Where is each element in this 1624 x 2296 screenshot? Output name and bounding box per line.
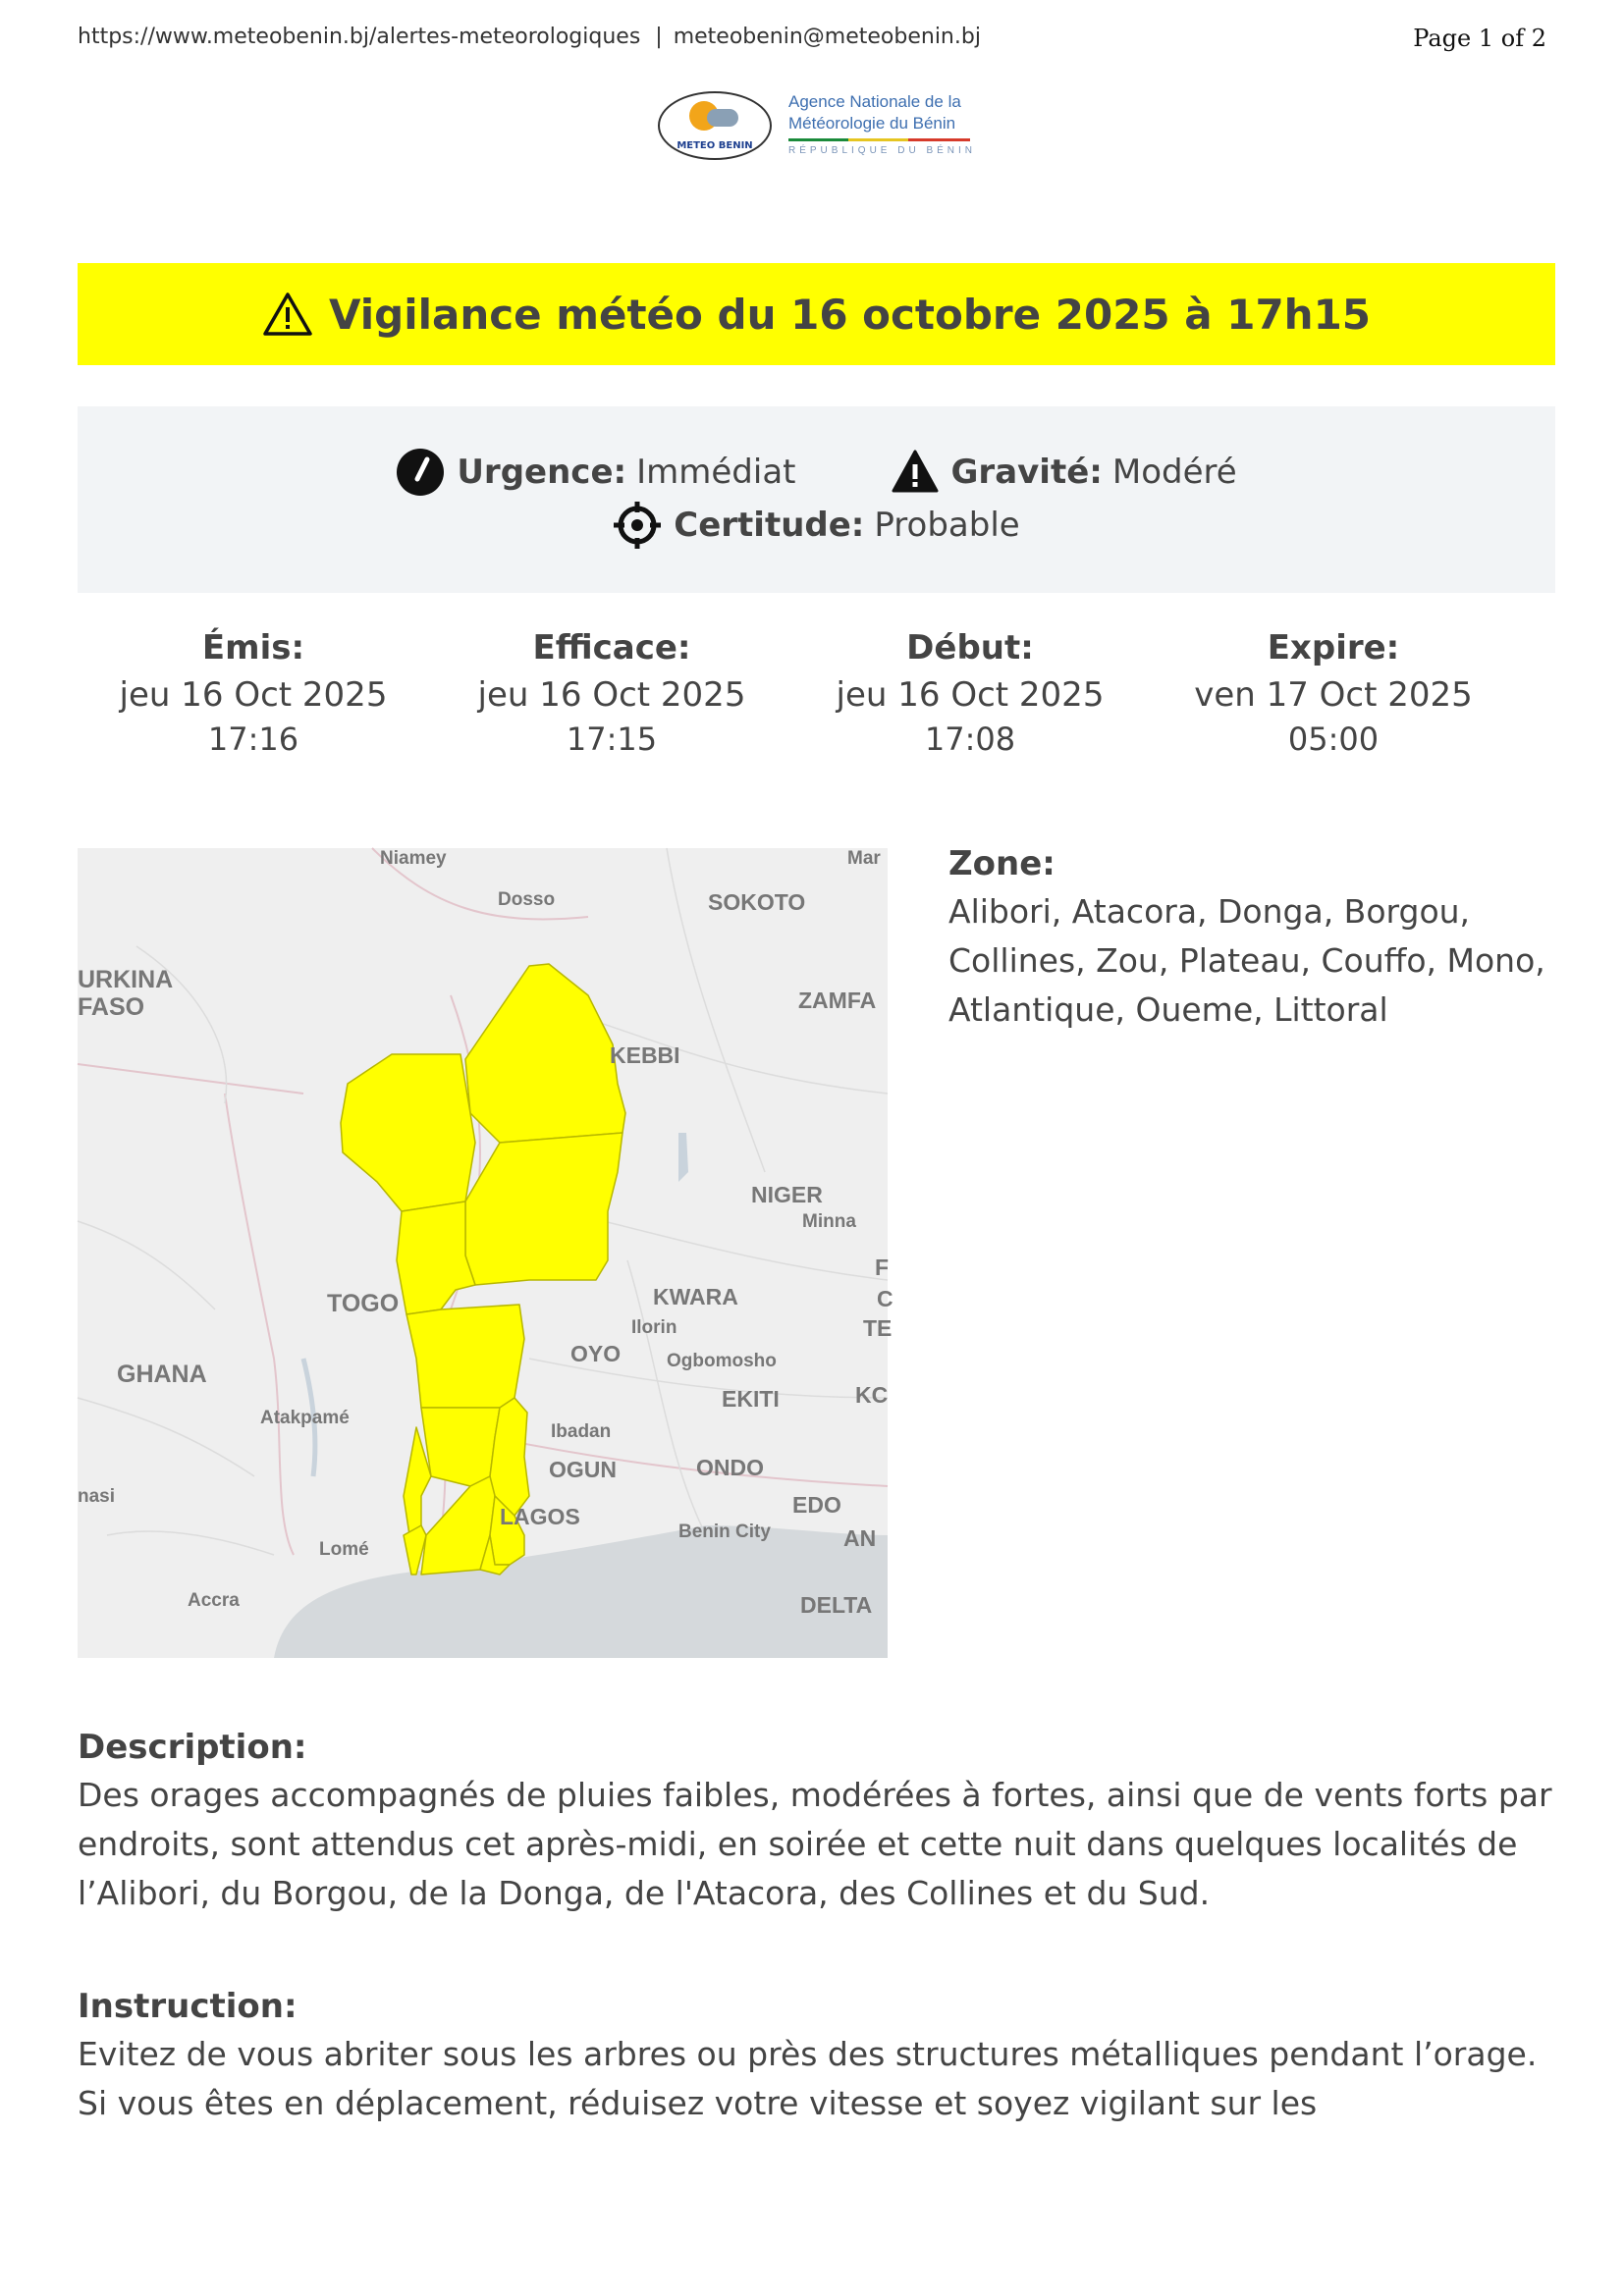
logo-country: RÉPUBLIQUE DU BÉNIN	[788, 145, 977, 156]
stopwatch-icon	[396, 448, 445, 497]
map-label-ibadan: Ibadan	[551, 1421, 612, 1442]
warning-icon	[262, 292, 313, 337]
urgency-item	[396, 448, 795, 497]
alert-meta-box	[78, 406, 1555, 593]
issued-date	[91, 628, 415, 758]
map-label-ekiti: EKITI	[722, 1386, 780, 1412]
crosshair-icon	[613, 501, 662, 550]
map-label-ilorin: Ilorin	[631, 1317, 677, 1338]
logo-agency-line2: Météorologie du Bénin	[788, 114, 956, 133]
map-label-ogun: OGUN	[549, 1457, 617, 1482]
meta-row-1	[78, 448, 1555, 497]
effective-date	[450, 628, 774, 758]
map-label-atakpame: Atakpamé	[260, 1408, 350, 1428]
map-label-delta: DELTA	[800, 1592, 873, 1618]
map-label-kwara: KWARA	[653, 1284, 738, 1309]
date-time: 17:15	[566, 721, 658, 758]
urgency-value: Immédiat	[636, 453, 796, 492]
date-time: 05:00	[1287, 721, 1380, 758]
map-label-minna: Minna	[802, 1211, 856, 1232]
logo-agency-line1: Agence Nationale de la	[788, 92, 961, 111]
map-label-nasi: nasi	[78, 1486, 116, 1507]
date-time: 17:08	[924, 721, 1016, 758]
description-section	[78, 1728, 1555, 1918]
map-label-niger: NIGER	[751, 1182, 823, 1207]
alert-dates	[78, 628, 1555, 785]
map-label-f: F	[875, 1255, 890, 1280]
date-label: Expire:	[1267, 628, 1400, 667]
map-label-togo: TOGO	[327, 1290, 400, 1317]
map-label-an: AN	[843, 1525, 877, 1551]
instruction-label: Instruction:	[78, 1987, 298, 2026]
map-label-niamey: Niamey	[380, 848, 447, 869]
date-label: Début:	[906, 628, 1034, 667]
meta-row-2	[78, 501, 1555, 550]
map-label-ogbomosho: Ogbomosho	[667, 1351, 777, 1371]
logo-agency-name	[788, 91, 961, 134]
map-label-kc: KC	[855, 1382, 889, 1408]
map-label-zamfara: ZAMFA	[798, 988, 877, 1013]
zone-list: Alibori, Atacora, Donga, Borgou, Collines, Zou, Plateau, Couffo, Mono, Atlantique, Oueme, Littoral	[948, 892, 1545, 1029]
map-label-accra: Accra	[188, 1590, 240, 1611]
map-label-dosso: Dosso	[498, 889, 556, 910]
cloud-icon	[707, 109, 738, 127]
website-link[interactable]: https://www.meteobenin.bj/alertes-meteorologiques	[78, 25, 641, 49]
collines-region	[406, 1305, 524, 1408]
map-label-ghana: GHANA	[117, 1361, 207, 1388]
logo-emblem-text: METEO BENIN	[677, 140, 753, 151]
header-contact	[78, 25, 981, 49]
map-label-c: C	[877, 1286, 893, 1311]
description-label: Description:	[78, 1728, 307, 1767]
severity-item	[891, 448, 1237, 497]
logo-emblem	[658, 91, 772, 160]
map-label-benin-city: Benin City	[678, 1522, 771, 1542]
alert-map	[78, 848, 893, 1658]
onset-date	[808, 628, 1132, 758]
certainty-label: Certitude:	[674, 506, 865, 545]
email-link[interactable]: meteobenin@meteobenin.bj	[673, 25, 981, 49]
zone-label: Zone:	[948, 844, 1056, 883]
severity-label: Gravité:	[950, 453, 1103, 492]
alert-title: Vigilance météo du 16 octobre 2025 à 17h15	[328, 290, 1372, 339]
date-label: Émis:	[201, 628, 305, 667]
map-label-ondo: ONDO	[696, 1455, 764, 1480]
map-label-te: TE	[863, 1315, 893, 1341]
expiry-date	[1171, 628, 1495, 758]
date-day: ven 17 Oct 2025	[1194, 675, 1473, 715]
map-label-mar: Mar	[847, 848, 881, 869]
date-label: Efficace:	[532, 628, 691, 667]
severity-value: Modéré	[1111, 453, 1237, 492]
instruction-section	[78, 1987, 1555, 2128]
date-day: jeu 16 Oct 2025	[477, 675, 746, 715]
date-time: 17:16	[207, 721, 299, 758]
zou-region	[421, 1408, 500, 1486]
map-label-kebbi: KEBBI	[610, 1042, 680, 1068]
page-indicator: Page 1 of 2	[1413, 25, 1546, 52]
map-label-faso: FASO	[78, 993, 145, 1021]
map-label-lagos: LAGOS	[500, 1504, 580, 1529]
alert-banner	[78, 263, 1555, 365]
certainty-item	[613, 501, 1019, 550]
zone-section	[948, 844, 1557, 1035]
header-separator: |	[655, 25, 663, 49]
map-label-edo: EDO	[792, 1492, 841, 1518]
agency-logo	[658, 83, 982, 172]
map-label-burkina: URKINA	[78, 966, 174, 993]
certainty-value: Probable	[874, 506, 1020, 545]
logo-flag-rule	[788, 138, 970, 141]
instruction-text: Evitez de vous abriter sous les arbres ou près des structures métalliques pendant l’orage. Si vous êtes en déplacement, réduisez votre vitesse et soyez vigilant sur les	[78, 2035, 1538, 2122]
map-label-lome: Lomé	[319, 1539, 369, 1560]
warning-triangle-icon	[891, 448, 940, 497]
description-text: Des orages accompagnés de pluies faibles, modérées à fortes, ainsi que de vents forts par endroits, sont attendus cet après-midi, en soirée et cette nuit dans quelques localités de l’Alibori, du Borgou, de la Donga, de l'Atacora, des Collines et du Sud.	[78, 1776, 1552, 1912]
urgency-label: Urgence:	[457, 453, 627, 492]
map-label-sokoto: SOKOTO	[708, 889, 806, 915]
date-day: jeu 16 Oct 2025	[836, 675, 1105, 715]
date-day: jeu 16 Oct 2025	[119, 675, 388, 715]
map-label-oyo: OYO	[570, 1341, 622, 1366]
